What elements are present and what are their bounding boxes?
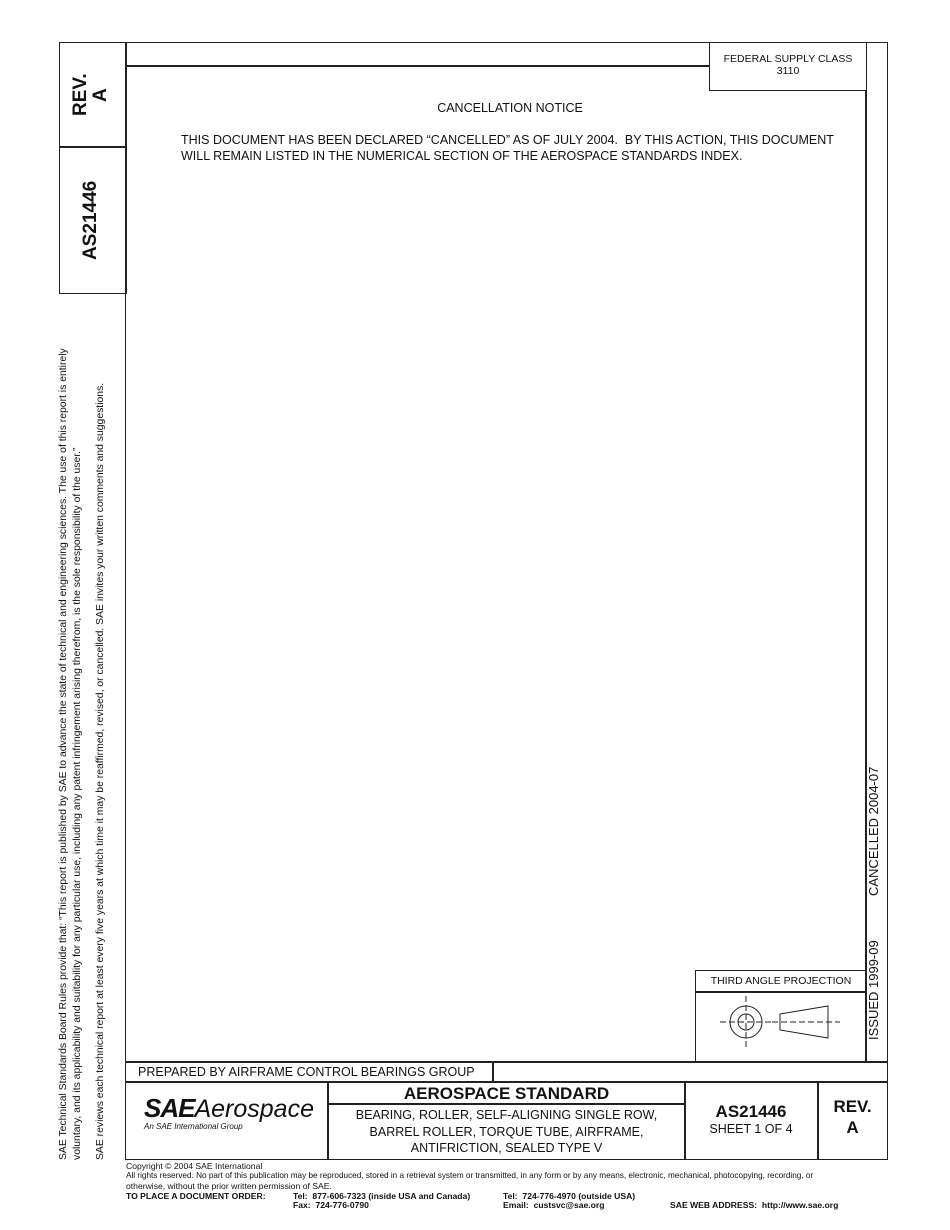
- footer-tel-usa: Tel: 877-606-7323 (inside USA and Canada): [293, 1191, 471, 1201]
- header-divider: [126, 65, 710, 67]
- side-review-line: SAE reviews each technical report at least every five years at which time it may be reaffirmed, revised, or cancelled. SAE invites your written comments and suggestions.: [95, 382, 106, 1160]
- footer-email[interactable]: Email: custsvc@sae.org: [503, 1200, 605, 1210]
- sheet-number: SHEET 1 OF 4: [709, 1122, 793, 1136]
- title-doc-number: AS21446: [715, 1102, 787, 1121]
- side-doc-number: AS21446: [80, 180, 101, 260]
- standard-heading: AEROSPACE STANDARD: [403, 1084, 610, 1103]
- issued-date: ISSUED 1999-09: [866, 940, 881, 1040]
- logo-aerospace: Aerospace: [194, 1095, 314, 1123]
- footer-web[interactable]: SAE WEB ADDRESS: http://www.sae.org: [670, 1200, 839, 1210]
- cancelled-date: CANCELLED 2004-07: [866, 766, 881, 896]
- prepared-divider-top: [126, 1061, 888, 1063]
- prepared-cell-divider: [492, 1062, 494, 1082]
- title-rev-label: REV.: [833, 1097, 872, 1116]
- side-disclaimer-line1: SAE Technical Standards Board Rules provide that: “This report is published by SAE to advance the state of technical and engineering sciences. The use of this report is entirely: [58, 348, 69, 1160]
- fsc-label: FEDERAL SUPPLY CLASS: [723, 53, 853, 65]
- notice-line1: THIS DOCUMENT HAS BEEN DECLARED “CANCELLED” AS OF JULY 2004. BY THIS ACTION, THIS DOCUMENT: [181, 133, 834, 147]
- side-rev-value: A: [90, 88, 111, 102]
- projection-symbol-icon: [716, 995, 846, 1049]
- logo-sae: SAE: [144, 1093, 195, 1123]
- projection-label: THIRD ANGLE PROJECTION: [710, 975, 852, 987]
- side-disclaimer-line2: voluntary, and its applicability and suitability for any particular use, including any patent infringement arising therefrom, is the sole responsibility of the user.”: [72, 447, 83, 1160]
- title-line1: BEARING, ROLLER, SELF-ALIGNING SINGLE ROW,: [355, 1108, 658, 1122]
- title-line2: BARREL ROLLER, TORQUE TUBE, AIRFRAME,: [369, 1125, 644, 1139]
- fsc-value: 3110: [776, 65, 800, 77]
- side-rev-label: REV.: [70, 73, 91, 116]
- footer-copyright: Copyright © 2004 SAE International: [126, 1161, 263, 1171]
- notice-title: CANCELLATION NOTICE: [437, 101, 583, 115]
- title-line3: ANTIFRICTION, SEALED TYPE V: [410, 1141, 603, 1155]
- prepared-by: PREPARED BY AIRFRAME CONTROL BEARINGS GROUP: [138, 1065, 475, 1079]
- footer-tel-outside: Tel: 724-776-4970 (outside USA): [503, 1191, 636, 1201]
- right-strip-divider: [865, 90, 867, 1062]
- footer-rights-line1: All rights reserved. No part of this publication may be reproduced, stored in a retrieval system or transmitted, in any form or by any means, electronic, mechanical, photocopying, recording, or: [126, 1171, 814, 1180]
- footer-rights-line2: otherwise, without the prior written permission of SAE.: [126, 1181, 332, 1191]
- footer-order-label: TO PLACE A DOCUMENT ORDER:: [126, 1191, 266, 1201]
- notice-line2: WILL REMAIN LISTED IN THE NUMERICAL SECTION OF THE AEROSPACE STANDARDS INDEX.: [181, 149, 743, 163]
- footer-fax: Fax: 724-776-0790: [293, 1200, 369, 1210]
- title-rev-value: A: [846, 1118, 859, 1137]
- sae-aerospace-logo: [144, 1093, 314, 1124]
- logo-tagline: An SAE International Group: [144, 1122, 243, 1131]
- projection-divider: [696, 991, 866, 993]
- prepared-divider-bottom: [126, 1081, 888, 1083]
